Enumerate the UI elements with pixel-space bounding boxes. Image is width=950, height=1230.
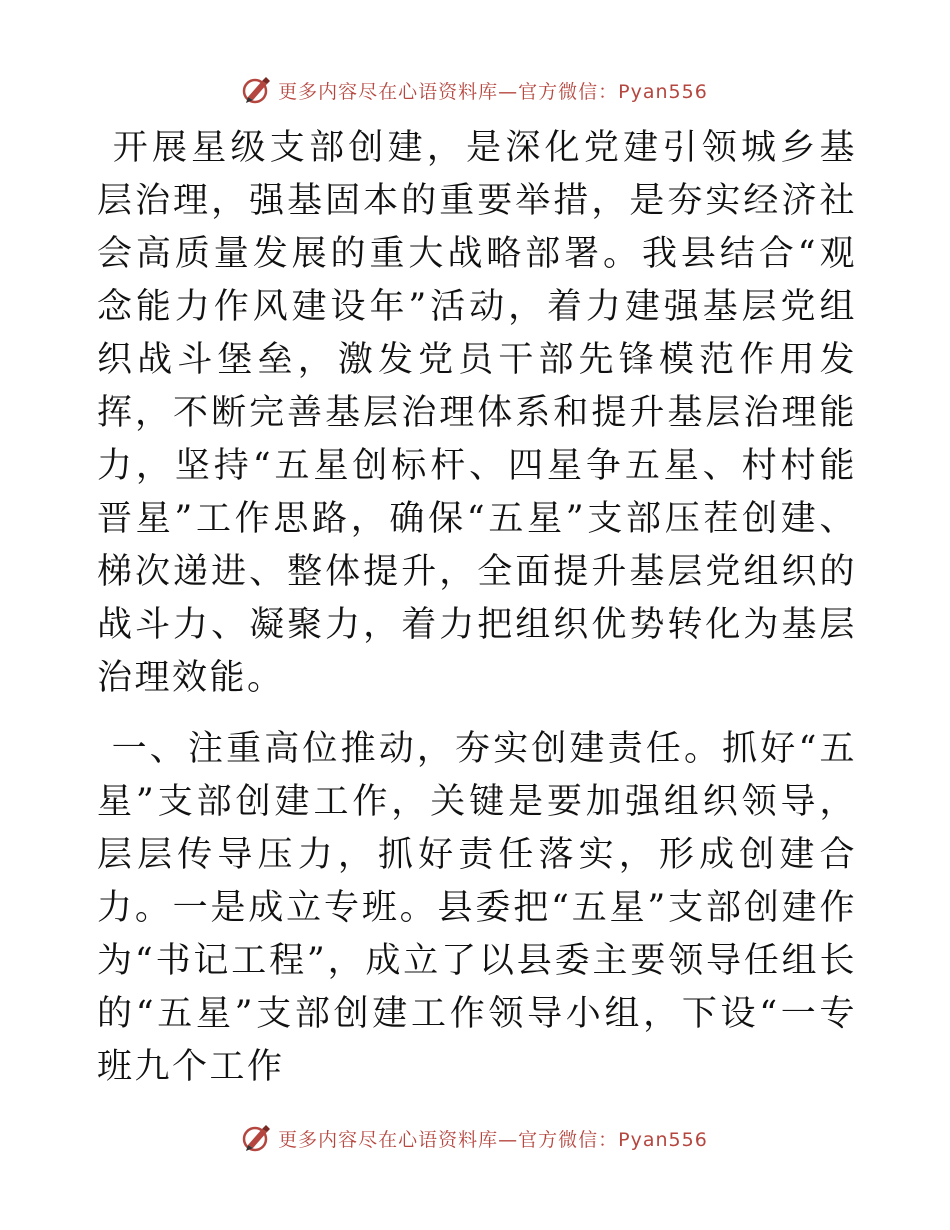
watermark-text: 更多内容尽在心语资料库—官方微信：Pyan556: [278, 80, 708, 103]
paragraph-section-one-text: 一、注重高位推动，夯实创建责任。抓好“五星”支部创建工作，关键是要加强组织领导，层层传导压力，抓好责任落实，形成创建合力。一是成立专班。县委把“五星”支部创建作为“书记工程”，成立了以县委主要领导任组长的“五星”支部创建工作领导小组，下设“一专班九个工作: [97, 729, 857, 1087]
paragraph-intro: [97, 122, 857, 705]
pen-logo-icon: [242, 75, 272, 105]
pen-logo-icon: [242, 1123, 272, 1153]
paragraph-intro-text: 开展星级支部创建，是深化党建引领城乡基层治理，强基固本的重要举措，是夯实经济社会高质量发展的重大战略部署。我县结合“观念能力作风建设年”活动，着力建强基层党组织战斗堡垒，激发党员干部先锋模范作用发挥，不断完善基层治理体系和提升基层治理能力，坚持“五星创标杆、四星争五星、村村能晋星”工作思路，确保“五星”支部压茬创建、梯次递进、整体提升，全面提升基层党组织的战斗力、凝聚力，着力把组织优势转化为基层治理效能。: [97, 128, 857, 698]
watermark-footer: [0, 1118, 950, 1158]
document-body: [97, 122, 857, 1094]
paragraph-section-one: [97, 723, 857, 1094]
watermark-text: 更多内容尽在心语资料库—官方微信：Pyan556: [278, 1128, 708, 1151]
watermark-header: [0, 70, 950, 110]
